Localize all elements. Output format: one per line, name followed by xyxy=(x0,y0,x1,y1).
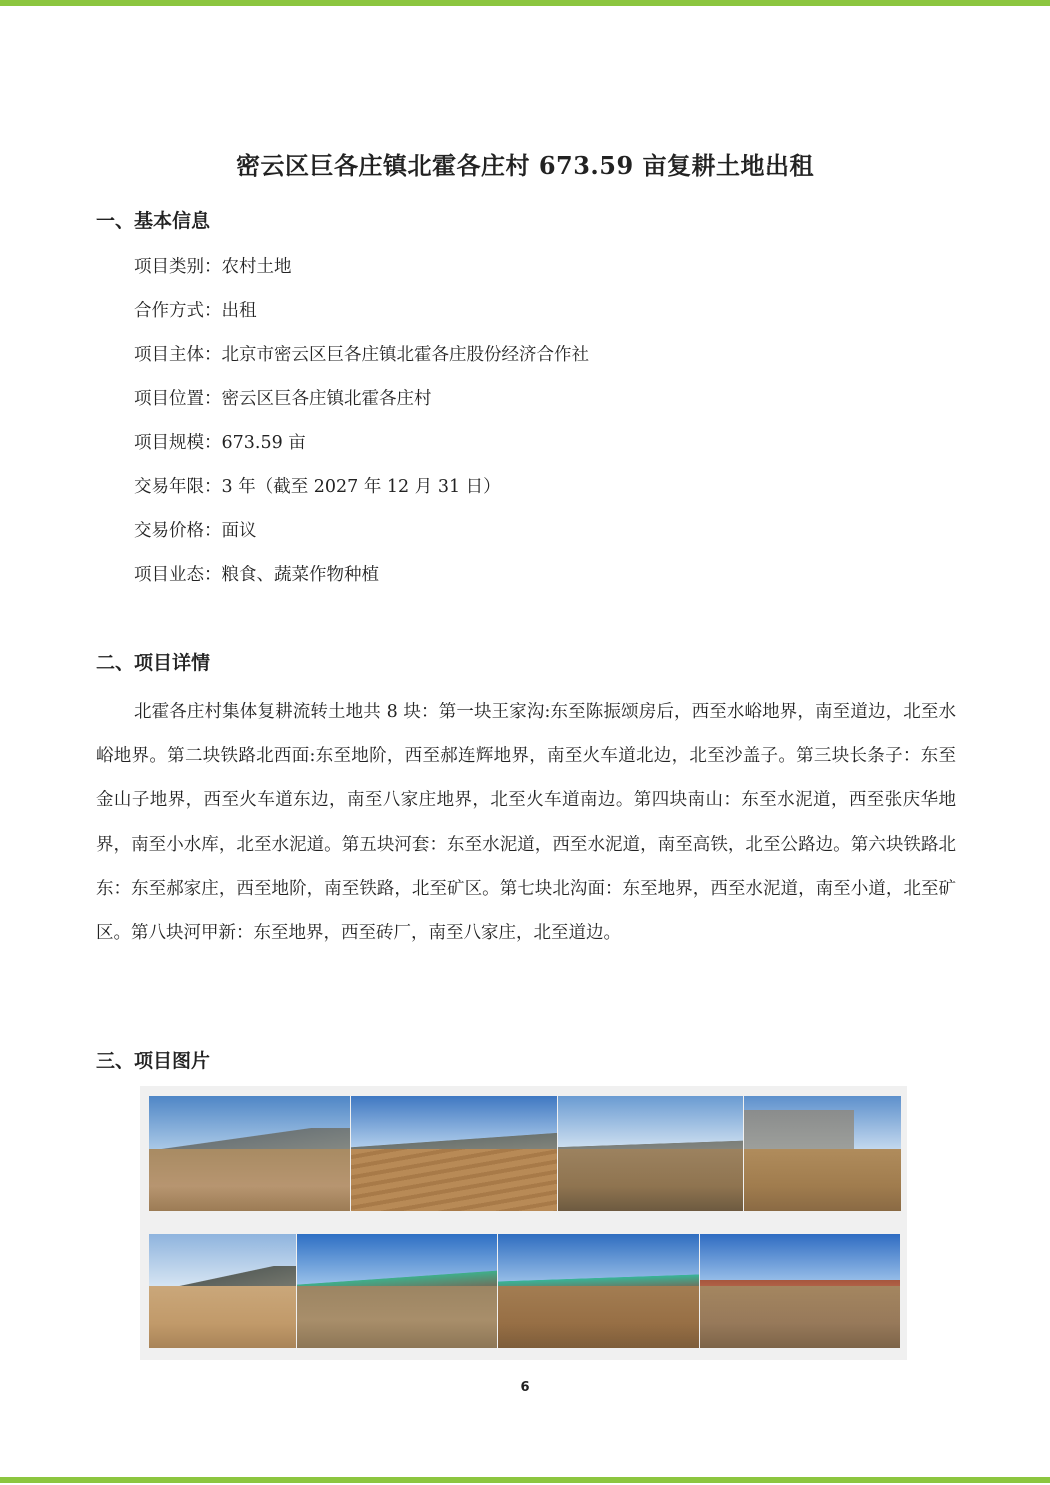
section-heading-basic-info: 一、基本信息 xyxy=(96,210,211,232)
document-title: 密云区巨各庄镇北霍各庄村 673.59 亩复耕土地出租 xyxy=(235,151,815,180)
top-accent-bar xyxy=(0,0,1050,6)
info-row-category xyxy=(134,253,292,278)
page-number: 6 xyxy=(520,1380,530,1395)
info-key: 交易年限： xyxy=(134,477,222,497)
info-value: 3 年（截至 2027 年 12 月 31 日） xyxy=(221,477,501,497)
info-row-location xyxy=(134,385,432,410)
field-photo xyxy=(297,1234,497,1348)
info-row-subject xyxy=(134,341,589,366)
info-key: 项目类别： xyxy=(134,257,222,277)
info-value: 673.59 亩 xyxy=(221,433,306,453)
section-heading-project-detail: 二、项目详情 xyxy=(96,652,211,674)
bottom-accent-bar xyxy=(0,1477,1050,1483)
info-key: 交易价格： xyxy=(134,521,222,541)
field-photo-railway-bridge xyxy=(744,1096,901,1211)
info-key: 合作方式： xyxy=(134,301,222,321)
info-row-cooperation xyxy=(134,297,257,322)
info-value: 密云区巨各庄镇北霍各庄村 xyxy=(221,389,432,409)
field-photo xyxy=(149,1096,350,1211)
field-photo xyxy=(149,1234,296,1348)
section-heading-project-images: 三、项目图片 xyxy=(96,1050,211,1072)
info-key: 项目规模： xyxy=(134,433,222,453)
info-value: 面议 xyxy=(221,521,257,541)
info-key: 项目业态： xyxy=(134,565,222,585)
info-value: 粮食、蔬菜作物种植 xyxy=(221,565,379,585)
info-row-term xyxy=(134,473,501,498)
info-row-business xyxy=(134,561,379,586)
info-key: 项目主体： xyxy=(134,345,222,365)
info-value: 农村土地 xyxy=(221,257,292,277)
info-row-price xyxy=(134,517,257,542)
field-photo xyxy=(498,1234,699,1348)
field-photo xyxy=(351,1096,557,1211)
field-photo-brick-wall xyxy=(700,1234,900,1348)
project-image-gallery xyxy=(140,1086,907,1360)
info-key: 项目位置： xyxy=(134,389,222,409)
info-row-scale xyxy=(134,429,306,454)
info-value: 出租 xyxy=(221,301,257,321)
info-value: 北京市密云区巨各庄镇北霍各庄股份经济合作社 xyxy=(221,345,589,365)
field-photo xyxy=(558,1096,743,1211)
project-detail-paragraph: 北霍各庄村集体复耕流转土地共 8 块：第一块王家沟:东至陈振颂房后，西至水峪地界，南至道边，北至水峪地界。第二块铁路北西面:东至地阶，西至郝连辉地界，南至火车道北边，北至沙盖子。第三块长条子：东至金山子地界，西至火车道东边，南至八家庄地界，北至火车道南边。第四块南山：东至水泥道，西至张庆华地界，南至小水库，北至水泥道。第五块河套：东至水泥道，西至水泥道，南至高铁，北至公路边。第六块铁路北东：东至郝家庄，西至地阶，南至铁路，北至矿区。第七块北沟面：东至地界，西至水泥道，南至小道，北至矿区。第八块河甲新：东至地界，西至砖厂，南至八家庄，北至道边。 xyxy=(96,702,956,944)
